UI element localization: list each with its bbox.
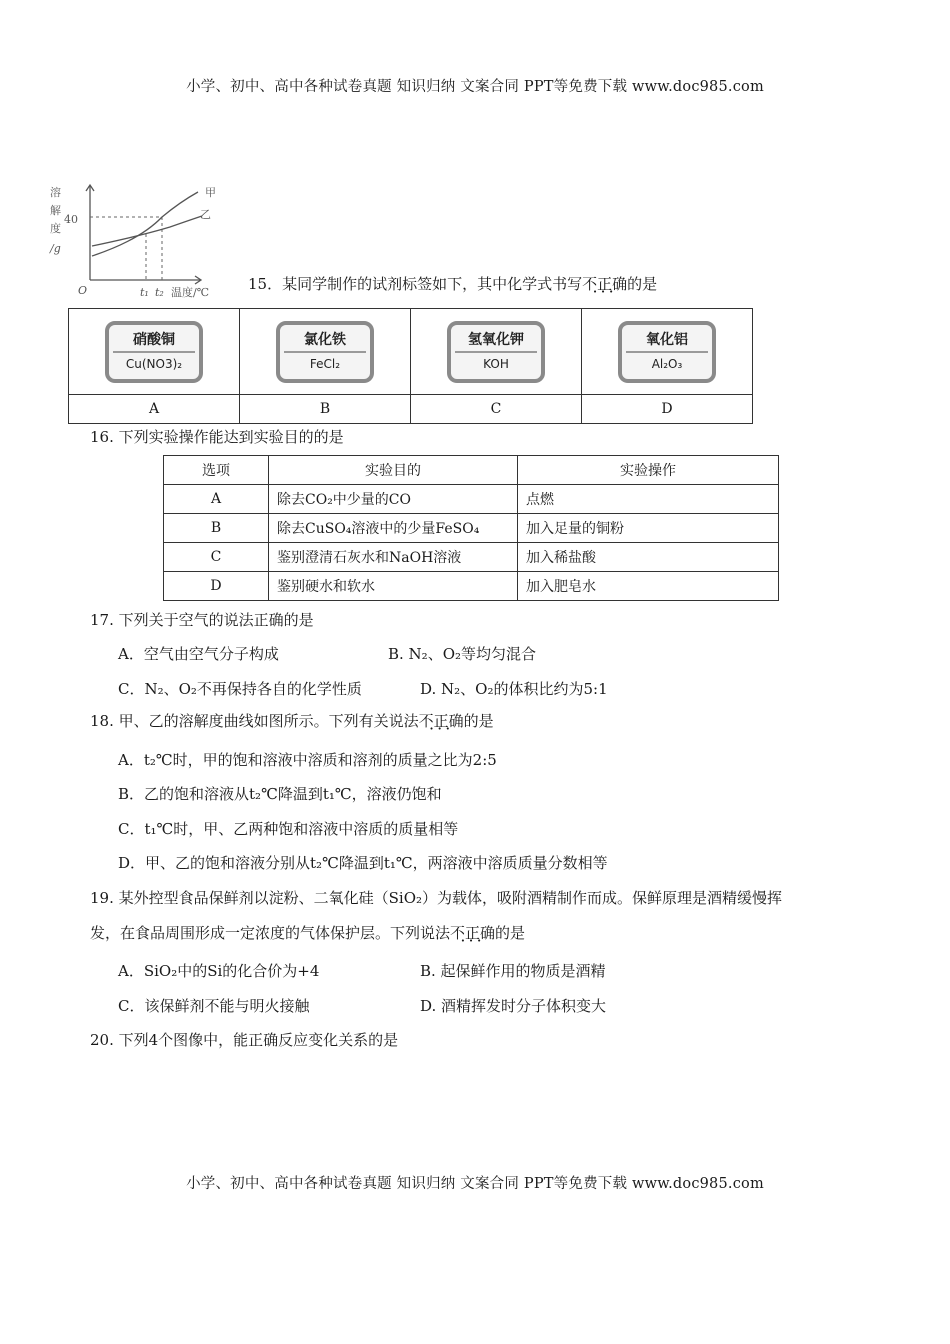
graph-t1-label: t₁ (140, 286, 149, 299)
q19-emphasis: 不正确 ··· (450, 924, 495, 942)
reagent-label-b: 氯化铁 FeCl₂ (276, 321, 374, 383)
page-footer: 小学、初中、高中各种试卷真题 知识归纳 文案合同 PPT等免费下载 www.doc985.com (186, 1176, 764, 1192)
graph-curve-jia (92, 192, 198, 256)
q19-stem-line1: 19. 某外控型食品保鲜剂以淀粉、二氧化硅（SiO₂）为载体，吸附酒精制作而成。保鲜原理是酒精缓慢挥 (90, 889, 783, 907)
q19-option-d: D. 酒精挥发时分子体积变大 (420, 997, 607, 1015)
table-row: D 鉴别硬水和软水 加入肥皂水 (164, 572, 779, 601)
q19-option-a: A．SiO₂中的Si的化合价为+4 (118, 962, 320, 980)
q16-stem: 16. 下列实验操作能达到实验目的的是 (90, 428, 344, 446)
table-row: C 鉴别澄清石灰水和NaOH溶液 加入稀盐酸 (164, 543, 779, 572)
q17-stem: 17. 下列关于空气的说法正确的是 (90, 611, 314, 629)
reagent-label-a: 硝酸铜 Cu(NO3)₂ (105, 321, 203, 383)
q16-table: 选项 实验目的 实验操作 A 除去CO₂中少量的CO 点燃 B 除去CuSO₄溶液中的少量FeSO₄ 加入足量的铜粉 C 鉴别澄清石灰水和NaOH溶液 加入稀盐酸 D 鉴别硬水和软水 加入肥皂水 (163, 455, 779, 601)
graph-t2-label: t₂ (155, 286, 164, 299)
table-row: A 除去CO₂中少量的CO 点燃 (164, 485, 779, 514)
q15-stem: 15．某同学制作的试剂标签如下，其中化学式书写不正确 ···的是 (248, 273, 657, 294)
reagent-label-d: 氧化铝 Al₂O₃ (618, 321, 716, 383)
graph-ylabel-3: 度 (50, 222, 61, 235)
q15-emphasis: 不正确 ··· (582, 275, 627, 293)
graph-ylabel-4: /g (50, 242, 61, 255)
option-d: D (582, 395, 753, 424)
q18-option-d: D．甲、乙的饱和溶液分别从t₂℃降温到t₁℃，两溶液中溶质质量分数相等 (118, 854, 608, 872)
graph-origin: O (78, 284, 88, 297)
q18-option-c: C．t₁℃时，甲、乙两种饱和溶液中溶质的质量相等 (118, 820, 459, 838)
graph-curve-yi (92, 216, 202, 246)
graph-ylabel-1: 溶 (50, 186, 61, 199)
graph-ylabel-2: 解 (50, 204, 61, 217)
page-header: 小学、初中、高中各种试卷真题 知识归纳 文案合同 PPT等免费下载 www.doc985.com (186, 79, 764, 95)
graph-xlabel: 温度/℃ (171, 286, 210, 299)
q19-stem-line2: 发，在食品周围形成一定浓度的气体保护层。下列说法不正确 ···的是 (90, 922, 525, 943)
q17-option-c: C．N₂、O₂不再保持各自的化学性质 (118, 680, 362, 698)
graph-y-tick: 40 (64, 213, 78, 226)
q19-option-b: B. 起保鲜作用的物质是酒精 (420, 962, 606, 980)
q18-stem: 18. 甲、乙的溶解度曲线如图所示。下列有关说法不正确 ···的是 (90, 710, 494, 731)
q17-option-b: B. N₂、O₂等均匀混合 (388, 645, 537, 663)
table-row: B 除去CuSO₄溶液中的少量FeSO₄ 加入足量的铜粉 (164, 514, 779, 543)
q15-label-table (68, 308, 753, 424)
q17-option-d: D. N₂、O₂的体积比约为5:1 (420, 680, 608, 698)
solubility-graph (40, 180, 240, 305)
reagent-label-c: 氢氧化钾 KOH (447, 321, 545, 383)
q17-option-a: A．空气由空气分子构成 (118, 645, 279, 663)
option-c: C (411, 395, 582, 424)
q19-option-c: C．该保鲜剂不能与明火接触 (118, 997, 310, 1015)
option-a: A (69, 395, 240, 424)
q18-option-a: A．t₂℃时，甲的饱和溶液中溶质和溶剂的质量之比为2:5 (118, 751, 497, 769)
graph-curve-yi-label: 乙 (200, 208, 211, 221)
graph-curve-jia-label: 甲 (205, 186, 216, 199)
q18-emphasis: 不正确 ··· (419, 712, 464, 730)
q20-stem: 20. 下列4个图像中，能正确反应变化关系的是 (90, 1031, 399, 1049)
option-b: B (240, 395, 411, 424)
q18-option-b: B．乙的饱和溶液从t₂℃降温到t₁℃，溶液仍饱和 (118, 785, 442, 803)
